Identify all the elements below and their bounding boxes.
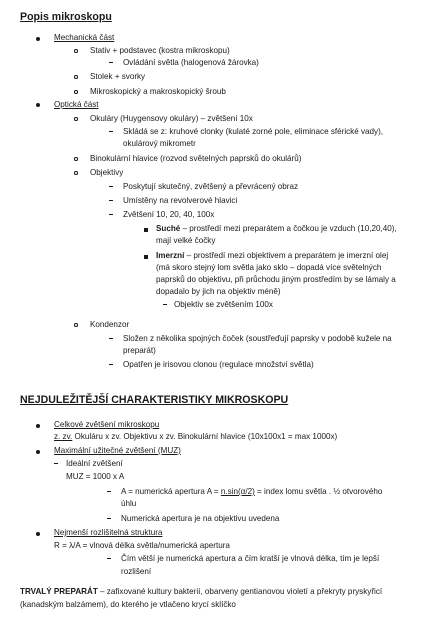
item-stolek: Stolek + svorky xyxy=(90,72,146,81)
item-kondenzor: Kondenzor xyxy=(90,320,130,329)
item-cim-vetsi-line-1: Čím větší je numerická apertura a čím kratší je vlnová délka, tím je lepší xyxy=(121,554,380,563)
circle-bullet-icon xyxy=(74,75,78,79)
dash-bullet-icon xyxy=(107,518,111,519)
square-bullet-icon xyxy=(144,228,148,232)
paragraph-trvaly-preparat-line-2: (kanadským balzámem), do kterého je vtlačeno krycí sklíčko xyxy=(20,600,236,609)
item-cim-vetsi-line-2: rozlišení xyxy=(121,567,152,576)
bullet-icon xyxy=(36,450,40,454)
item-ovladani: Ovládání světla (halogenová žárovka) xyxy=(123,58,259,67)
section-title-popis: Popis mikroskopu xyxy=(20,11,112,23)
item-imerzni-line-3: paprsků do objektivu, při průchodu jiným prostředím by se lámaly a xyxy=(156,275,396,284)
apertura-formula: n.sin(α/2) xyxy=(220,487,255,496)
imerzni-desc: – prostředí mezi objektivem a preparátem je imerzní olej xyxy=(184,251,389,260)
circle-bullet-icon xyxy=(74,90,78,94)
item-opatren: Opatřen je irisovou clonou (regulace množství světla) xyxy=(123,360,314,369)
bullet-icon xyxy=(36,37,40,41)
item-suche-line-1 xyxy=(156,223,397,234)
item-imerzni-line-4: dopadalo by jich na objektiv méně) xyxy=(156,287,281,296)
formula-prefix: z. zv. xyxy=(54,432,73,441)
apertura-desc: = index lomu světla . ½ otvorového xyxy=(254,487,383,496)
dash-bullet-icon xyxy=(109,62,113,63)
dash-bullet-icon xyxy=(109,131,113,132)
item-binokularni: Binokulární hlavice (rozvod světelných paprsků do okulárů) xyxy=(90,154,302,163)
dash-bullet-icon xyxy=(109,200,113,201)
formula-celkove-zvetseni xyxy=(54,431,337,442)
item-okulary: Okuláry (Huygensovy okuláry) – zvětšení 10x xyxy=(90,114,253,123)
item-sroub: Mikroskopický a makroskopický šroub xyxy=(90,87,226,96)
dash-bullet-icon xyxy=(107,491,111,492)
apertura-label: A = numerická apertura A = xyxy=(121,487,221,496)
item-apertura-line-1 xyxy=(121,486,382,497)
item-zvetseni: Zvětšení 10, 20, 40, 100x xyxy=(123,210,215,219)
formula-muz: MUZ = 1000 x A xyxy=(66,472,125,481)
imerzni-term: Imerzní xyxy=(156,251,185,260)
dash-bullet-icon xyxy=(54,463,58,464)
section-title-charakteristiky: NEJDULEŽITĚJŠÍ CHARAKTERISTIKY MIKROSKOPU xyxy=(20,394,289,406)
item-sklada-line-1: Skládá se z: kruhové clonky (kulaté zorné pole, eliminace sférické vady), xyxy=(123,127,384,136)
dash-bullet-icon xyxy=(109,214,113,215)
dash-bullet-icon xyxy=(107,558,111,559)
item-poskytuji: Poskytují skutečný, zvětšený a převrácený obraz xyxy=(123,182,298,191)
dash-bullet-icon xyxy=(109,186,113,187)
item-slozen-line-2: preparát) xyxy=(123,346,156,355)
heading-nejmensi-struktura: Nejmenší rozlišitelná struktura xyxy=(54,528,163,537)
suche-desc: – prostředí mezi preparátem a čočkou je vzduch (10,20,40), xyxy=(180,224,397,233)
item-imerzni-line-1 xyxy=(156,250,388,261)
heading-muz: Maximální užitečné zvětšení (MUZ) xyxy=(54,446,181,455)
bullet-icon xyxy=(36,103,40,107)
heading-celkove-zvetseni: Celkové zvětšení mikroskopu xyxy=(54,420,160,429)
item-objektivy: Objektivy xyxy=(90,168,124,177)
circle-bullet-icon xyxy=(74,49,78,53)
item-sklada-line-2: okulárový mikrometr xyxy=(123,139,196,148)
bullet-icon xyxy=(36,532,40,536)
heading-opticka: Optická část xyxy=(54,100,99,109)
dash-bullet-icon xyxy=(109,364,113,365)
dash-bullet-icon xyxy=(109,338,113,339)
formula-rozliseni: R = λ/A = vlnová délka světla/numerická apertura xyxy=(54,541,230,550)
formula-body: Okuláru x zv. Objektivu x zv. Binokulární hlavice (10x100x1 = max 1000x) xyxy=(72,432,338,441)
trvaly-preparat-term: TRVALÝ PREPARÁT xyxy=(20,587,98,596)
item-slozen-line-1: Složen z několika spojných čoček (soustřeďují paprsky v podobě kužele na xyxy=(123,334,392,343)
dash-bullet-icon xyxy=(163,304,167,305)
suche-term: Suché xyxy=(156,224,181,233)
circle-bullet-icon xyxy=(74,117,78,121)
circle-bullet-icon xyxy=(74,323,78,327)
item-stativ: Stativ + podstavec (kostra mikroskopu) xyxy=(90,46,230,55)
item-umisteny: Umístěny na revolverové hlavici xyxy=(123,196,238,205)
paragraph-trvaly-preparat-line-1 xyxy=(20,586,382,597)
item-idealni-zvetseni: Ideální zvětšení xyxy=(66,459,123,468)
item-numericka-apertura: Numerická apertura je na objektivu uvedena xyxy=(121,514,280,523)
heading-mechanicka: Mechanická část xyxy=(54,33,115,42)
item-objektiv-100x: Objektiv se zvětšením 100x xyxy=(174,300,273,309)
square-bullet-icon xyxy=(144,255,148,259)
bullet-icon xyxy=(36,424,40,428)
circle-bullet-icon xyxy=(74,157,78,161)
item-suche-line-2: mají velké čočky xyxy=(156,236,216,245)
item-imerzni-line-2: (má skoro stejný lom světla jako sklo – dopadá více světelných xyxy=(156,263,382,272)
trvaly-preparat-desc: – zafixované kultury bakterií, obarveny gentianovou violetí a překryty pryskyřicí xyxy=(97,587,383,596)
item-apertura-line-2: úhlu xyxy=(121,499,137,508)
circle-bullet-icon xyxy=(74,171,78,175)
